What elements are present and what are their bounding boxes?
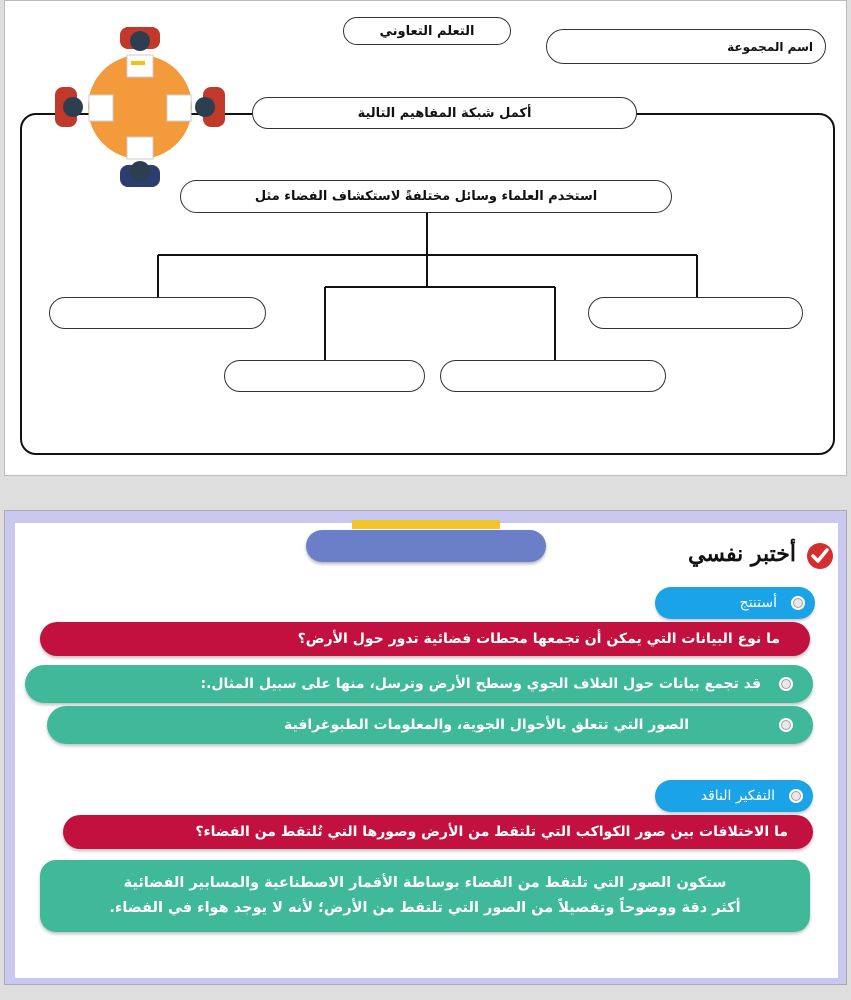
group-name-field[interactable]: اسم المجموعة [546,29,826,64]
self-test-title: أختبر نفسي [687,541,796,567]
section-label-critical-thinking [655,780,813,812]
bullet-icon [789,789,803,803]
concept-node-right[interactable] [588,297,803,329]
concept-node-left[interactable] [49,297,266,329]
answer-2-line-2: أكثر دقة ووضوحاً وتفصيلاً من الصور التي تلتقط من الأرض؛ لأنه لا يوجد هواء في الفضاء. [109,900,741,916]
concept-map-connectors [0,0,851,480]
bullet-icon [779,718,793,732]
question-2: ما الاختلافات بين صور الكواكب التي تلتقط من الأرض وصورها التي تُلتقط من الفضاء؟ [63,815,813,849]
answer-1a [25,665,813,703]
header-accent-bar [352,520,500,529]
concept-node-bottom-left[interactable] [224,360,425,392]
section-label-text: التفكير الناقد [700,788,775,804]
check-icon [805,541,835,571]
concept-center-node: استخدم العلماء وسائل مختلفةً لاستكشاف الفضاء مثل [180,180,672,213]
bullet-icon [791,596,805,610]
concept-node-bottom-right[interactable] [440,360,666,392]
instruction-label: أكمل شبكة المفاهيم التالية [252,97,637,129]
header-tab-decoration [306,530,546,562]
answer-text: قد تجمع بيانات حول الغلاف الجوي وسطح الأرض وترسل، منها على سبيل المثال.: [200,676,761,692]
question-1: ما نوع البيانات التي يمكن أن تجمعها محطات فضائية تدور حول الأرض؟ [40,622,810,656]
answer-1b [47,706,813,744]
bullet-icon [779,677,793,691]
section-label-text: أستنتج [739,595,777,611]
answer-2-line-1: ستكون الصور التي تلتقط من الفضاء بوساطة الأقمار الاصطناعية والمسابير الفضائية [123,875,727,891]
answer-text: الصور التي تتعلق بالأحوال الجوية، والمعلومات الطبوغرافية [284,717,689,733]
answer-2 [40,860,810,932]
section-label-infer [655,587,815,619]
worksheet-title: التعلم التعاوني [343,17,511,45]
